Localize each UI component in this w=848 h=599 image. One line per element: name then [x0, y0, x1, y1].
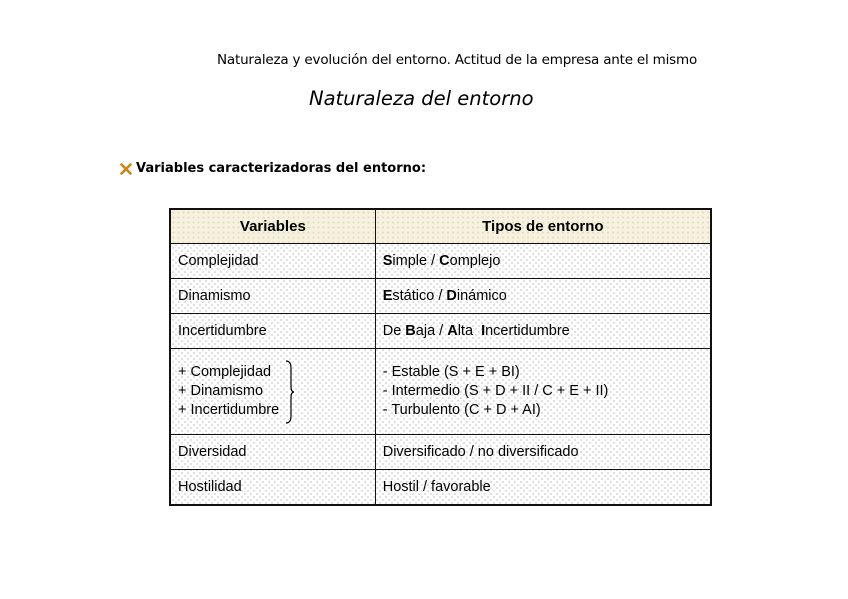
type-cell: Diversificado / no diversificado	[375, 435, 711, 470]
document-header: Naturaleza y evolución del entorno. Actitud de la empresa ante el mismo	[217, 52, 698, 68]
type-cell: Estático / Dinámico	[375, 279, 711, 314]
table-row	[170, 470, 711, 505]
header-tipos: Tipos de entorno	[375, 209, 711, 244]
type-cell: Simple / Complejo	[375, 244, 711, 279]
type-cell: De Baja / Alta Incertidumbre	[375, 314, 711, 349]
table-row	[170, 279, 711, 314]
table-header-row	[170, 209, 711, 244]
entorno-table	[169, 208, 712, 506]
variable-cell: Diversidad	[170, 435, 375, 470]
header-variables: Variables	[170, 209, 375, 244]
bullet-text: Variables caracterizadoras del entorno:	[136, 161, 427, 176]
bullet-point	[120, 161, 426, 176]
table-row	[170, 314, 711, 349]
variable-cell: Dinamismo	[170, 279, 375, 314]
type-cell: - Estable (S + E + BI) - Intermedio (S + D + II / C + E + II) - Turbulento (C + D + AI)	[375, 349, 711, 435]
page-title: Naturaleza del entorno	[309, 87, 534, 110]
brace-icon	[285, 360, 295, 424]
variable-cell: Hostilidad	[170, 470, 375, 505]
variable-combination-cell: + Complejidad + Dinamismo + Incertidumbre	[170, 349, 375, 435]
type-cell: Hostil / favorable	[375, 470, 711, 505]
table-row	[170, 435, 711, 470]
bullet-x-icon	[120, 163, 132, 175]
table-row	[170, 244, 711, 279]
table-row	[170, 349, 711, 435]
variable-cell: Complejidad	[170, 244, 375, 279]
variable-cell: Incertidumbre	[170, 314, 375, 349]
